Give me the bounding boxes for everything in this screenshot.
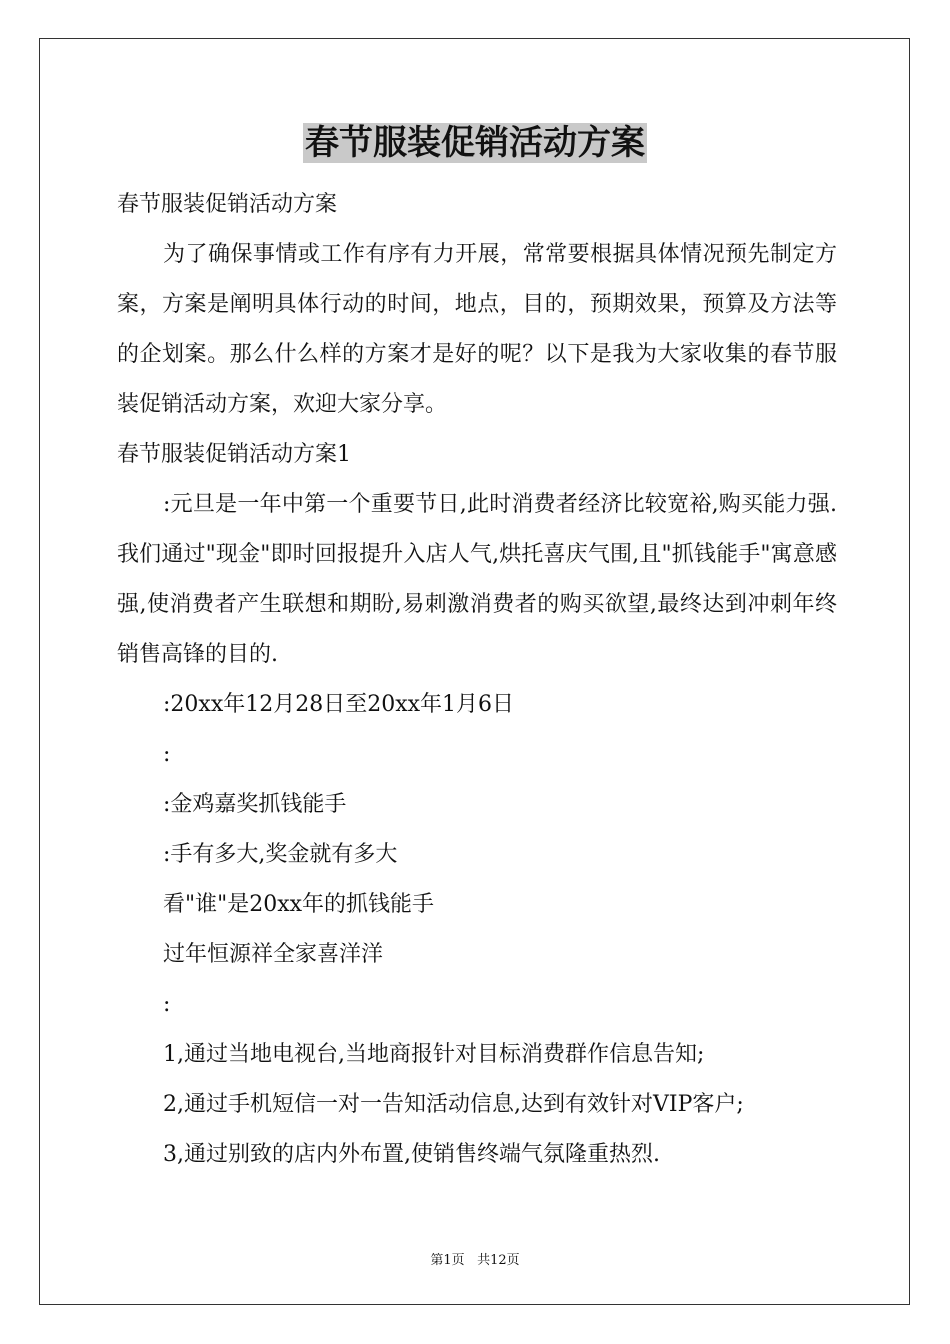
- slogan-line-2: 看"谁"是20xx年的抓钱能手: [163, 892, 435, 917]
- list-item: 3,通过别致的店内外布置,使销售终端气氛隆重热烈.: [163, 1142, 660, 1167]
- activity-slogan: :手有多大,奖金就有多大: [163, 842, 398, 867]
- purpose-paragraph: :元旦是一年中第一个重要节日,此时消费者经济比较宽裕,购买能力强.我们通过"现金"即时回报提升入店人气,烘托喜庆气围,且"抓钱能手"寓意感强,使消费者产生联想和期盼,易刺激消费者的购买欲望,最终达到冲刺年终销售高锋的目的.: [117, 492, 837, 667]
- section-heading: 春节服装促销活动方案1: [117, 442, 351, 467]
- intro-paragraph: 为了确保事情或工作有序有力开展，常常要根据具体情况预先制定方案，方案是阐明具体行动的时间，地点，目的，预期效果，预算及方法等的企划案。那么什么样的方案才是好的呢？以下是我为大家收集的春节服装促销活动方案，欢迎大家分享。: [117, 242, 837, 417]
- page-total: 共12页: [477, 1253, 520, 1268]
- colon-line: :: [163, 742, 171, 767]
- document-title-text: 春节服装促销活动方案: [305, 123, 645, 163]
- colon-line: :: [163, 992, 171, 1017]
- document-subtitle: 春节服装促销活动方案: [117, 192, 338, 217]
- activity-theme: :金鸡嘉奖抓钱能手: [163, 792, 347, 817]
- document-title: [0, 123, 950, 163]
- slogan-line-3: 过年恒源祥全家喜洋洋: [163, 942, 384, 967]
- page-footer: [0, 1249, 950, 1268]
- page-number: 第1页: [430, 1253, 465, 1268]
- document-body: [117, 180, 837, 1180]
- activity-period: :20xx年12月28日至20xx年1月6日: [163, 692, 515, 717]
- list-item: 2,通过手机短信一对一告知活动信息,达到有效针对VIP客户;: [163, 1092, 744, 1117]
- list-item: 1,通过当地电视台,当地商报针对目标消费群作信息告知;: [163, 1042, 705, 1067]
